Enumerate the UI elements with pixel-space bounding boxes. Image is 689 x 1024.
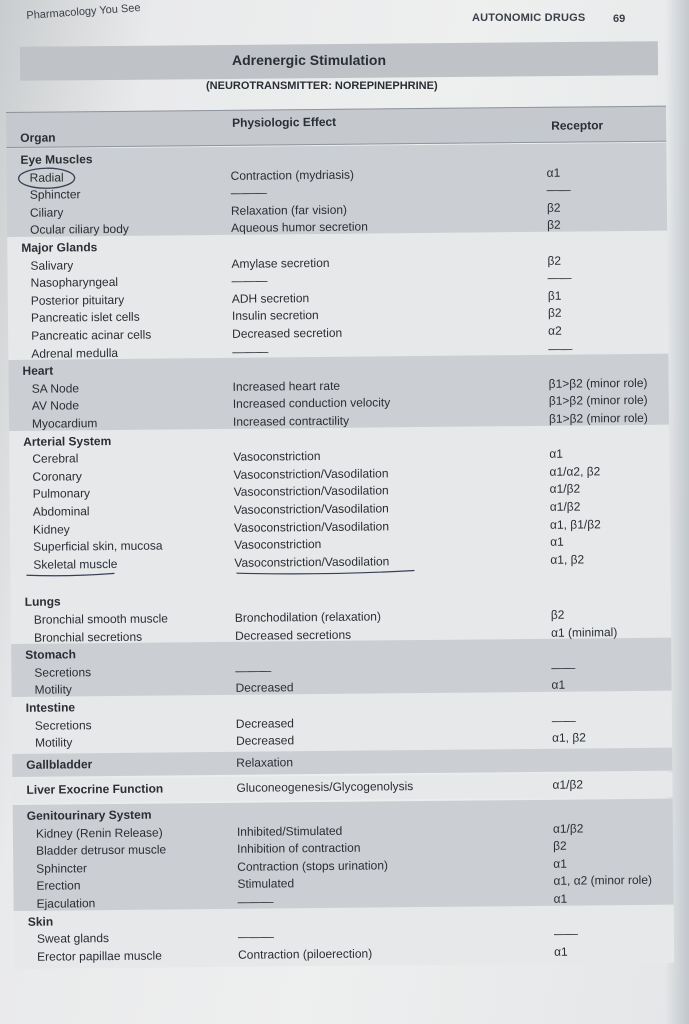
table-header [6, 106, 666, 148]
receptor-cell: —— [551, 713, 576, 728]
receptor-cell: α1 [549, 446, 563, 461]
effect-cell: ——— [231, 273, 268, 289]
receptor-cell: β1>β2 (minor role) [548, 393, 648, 409]
effect-cell: Increased heart rate [232, 378, 341, 394]
organ-cell: Kidney (Renin Release) [35, 825, 163, 841]
receptor-cell: α2 [548, 323, 562, 338]
effect-cell: Vasoconstriction/Vasodilation [233, 518, 390, 535]
receptor-cell: β1 [547, 288, 562, 303]
organ-cell: Abdominal [32, 504, 90, 519]
receptor-cell: α1 [546, 165, 561, 180]
effect-cell: Vasoconstriction/Vasodilation [233, 483, 389, 500]
effect-cell: Decreased secretion [232, 325, 343, 341]
effect-cell: Contraction (mydriasis) [230, 167, 355, 183]
organ-cell: Pulmonary [32, 486, 91, 502]
effect-cell: Relaxation [236, 755, 294, 770]
page-subtitle: (NEUROTRANSMITTER: NOREPINEPHRINE) [206, 80, 438, 92]
organ-cell: Bronchial smooth muscle [33, 611, 168, 627]
effect-cell: ——— [237, 929, 274, 944]
receptor-cell: α1 (minimal) [550, 624, 618, 640]
effect-cell: Aqueous humor secretion [231, 219, 368, 236]
organ-group-label: Genitourinary System [26, 807, 152, 823]
effect-cell: Inhibited/Stimulated [236, 823, 343, 839]
receptor-cell: β2 [550, 607, 565, 622]
receptor-cell: β2 [547, 306, 562, 321]
column-header-effect: Physiologic Effect [232, 114, 337, 130]
receptor-cell: β2 [547, 218, 561, 233]
organ-group-label: Major Glands [21, 240, 98, 255]
receptor-cell: α1, β1/β2 [549, 516, 601, 532]
effect-cell: Stimulated [237, 876, 295, 892]
organ-group-label: Intestine [25, 700, 76, 715]
organ-cell: Myocardium [31, 416, 98, 431]
effect-cell: ADH secretion [231, 290, 310, 306]
organ-cell: Erector papillae muscle [37, 948, 162, 964]
effect-cell: Gluconeogenesis/Glycogenolysis [236, 779, 414, 796]
effect-cell: Relaxation (far vision) [230, 202, 348, 218]
organ-cell: Superficial skin, mucosa [33, 538, 163, 554]
receptor-cell: β2 [546, 200, 561, 215]
receptor-cell: α1/β2 [549, 481, 581, 497]
receptor-cell: β2 [547, 253, 562, 268]
organ-cell: Ejaculation [36, 896, 96, 911]
effect-cell: Bronchodilation (relaxation) [234, 609, 382, 625]
column-header-receptor: Receptor [551, 118, 604, 133]
effect-cell: Inhibition of contraction [237, 840, 361, 857]
organ-group-label: Stomach [25, 647, 76, 663]
organ-group-label: Eye Muscles [20, 152, 93, 167]
effect-cell: Decreased secretions [234, 627, 352, 643]
effect-cell: Insulin secretion [231, 308, 319, 324]
receptor-cell: —— [546, 182, 571, 197]
organ-cell: Salivary [30, 257, 74, 273]
organ-cell: Cerebral [32, 451, 79, 466]
organ-cell: Pancreatic acinar cells [31, 327, 152, 343]
row-band [12, 747, 672, 777]
receptor-cell: α1/α2, β2 [549, 464, 601, 479]
organ-cell: Pancreatic islet cells [30, 310, 140, 326]
receptor-cell: β2 [553, 838, 567, 853]
organ-cell: Bronchial secretions [33, 629, 143, 645]
organ-cell: Radial [29, 170, 64, 185]
effect-cell: Decreased [235, 733, 295, 749]
organ-group-label: Gallbladder [26, 756, 93, 772]
receptor-cell: —— [553, 926, 578, 941]
organ-cell: Sweat glands [36, 931, 110, 946]
effect-cell: Contraction (piloerection) [238, 946, 373, 962]
organ-cell: Sphincter [29, 187, 81, 202]
effect-cell: Vasoconstriction [234, 537, 322, 553]
organ-cell: Nasopharyngeal [30, 275, 119, 290]
receptor-cell: α1/β2 [552, 821, 584, 836]
effect-cell: ——— [237, 894, 274, 909]
effect-cell: Vasoconstriction/Vasodilation [233, 466, 389, 482]
receptor-cell: —— [551, 660, 576, 675]
receptor-cell: α1, α2 (minor role) [553, 873, 653, 889]
organ-group-label: Lungs [24, 594, 61, 610]
organ-cell: Erection [36, 878, 81, 894]
effect-cell: Increased conduction velocity [232, 395, 391, 412]
effect-cell: ——— [235, 663, 272, 678]
organ-cell: Secretions [34, 717, 92, 733]
page-title: Adrenergic Stimulation [232, 52, 387, 68]
organ-cell: Motility [34, 735, 73, 750]
effect-cell: Amylase secretion [231, 255, 330, 271]
effect-cell: Increased contractility [232, 413, 350, 429]
column-header-organ: Organ [20, 130, 56, 145]
receptor-cell: α1 [553, 856, 567, 871]
effect-cell: Decreased [235, 680, 294, 696]
effect-cell: Vasoconstriction [233, 449, 321, 465]
running-header-left: Pharmacology You See [26, 2, 141, 22]
running-header-right: AUTONOMIC DRUGS [472, 12, 586, 24]
organ-group-label: Heart [22, 363, 54, 379]
receptor-cell: α1, β2 [551, 730, 586, 745]
effect-cell: Contraction (stops urination) [237, 858, 389, 874]
effect-cell: Vasoconstriction/Vasodilation [234, 554, 390, 570]
organ-cell: Kidney [32, 522, 70, 537]
receptor-cell: β1>β2 (minor role) [548, 375, 648, 391]
effect-cell: Vasoconstriction/Vasodilation [233, 501, 389, 517]
receptor-cell: α1/β2 [552, 777, 584, 793]
organ-cell: Sphincter [36, 861, 88, 876]
receptor-cell: α1 [551, 678, 566, 693]
organ-cell: Secretions [34, 665, 92, 680]
receptor-cell: —— [547, 270, 572, 285]
adrenergic-table [6, 106, 675, 1024]
receptor-cell: α1 [550, 534, 564, 549]
receptor-cell: α1/β2 [549, 499, 581, 514]
organ-cell: Bladder detrusor muscle [36, 842, 167, 858]
effect-cell: ——— [232, 344, 269, 359]
organ-cell: Motility [34, 682, 72, 698]
organ-cell: Coronary [32, 469, 82, 484]
organ-group-label: Arterial System [23, 433, 112, 449]
organ-cell: Skeletal muscle [33, 556, 118, 572]
receptor-cell: β1>β2 (minor role) [548, 410, 648, 426]
page-number: 69 [613, 13, 626, 25]
receptor-cell: —— [548, 341, 573, 356]
organ-cell: Ocular ciliary body [30, 222, 129, 238]
receptor-cell: α1, β2 [550, 552, 585, 567]
organ-cell: SA Node [31, 381, 80, 396]
effect-cell: ——— [230, 185, 267, 201]
organ-cell: Adrenal medulla [31, 345, 119, 361]
organ-group-label: Skin [27, 914, 54, 929]
organ-cell: Ciliary [29, 205, 64, 220]
organ-group-label: Liver Exocrine Function [26, 781, 164, 798]
organ-cell: AV Node [31, 398, 80, 414]
receptor-cell: α1 [554, 944, 568, 959]
organ-cell: Posterior pituitary [30, 292, 125, 308]
receptor-cell: α1 [553, 891, 568, 906]
effect-cell: Decreased [235, 715, 294, 731]
